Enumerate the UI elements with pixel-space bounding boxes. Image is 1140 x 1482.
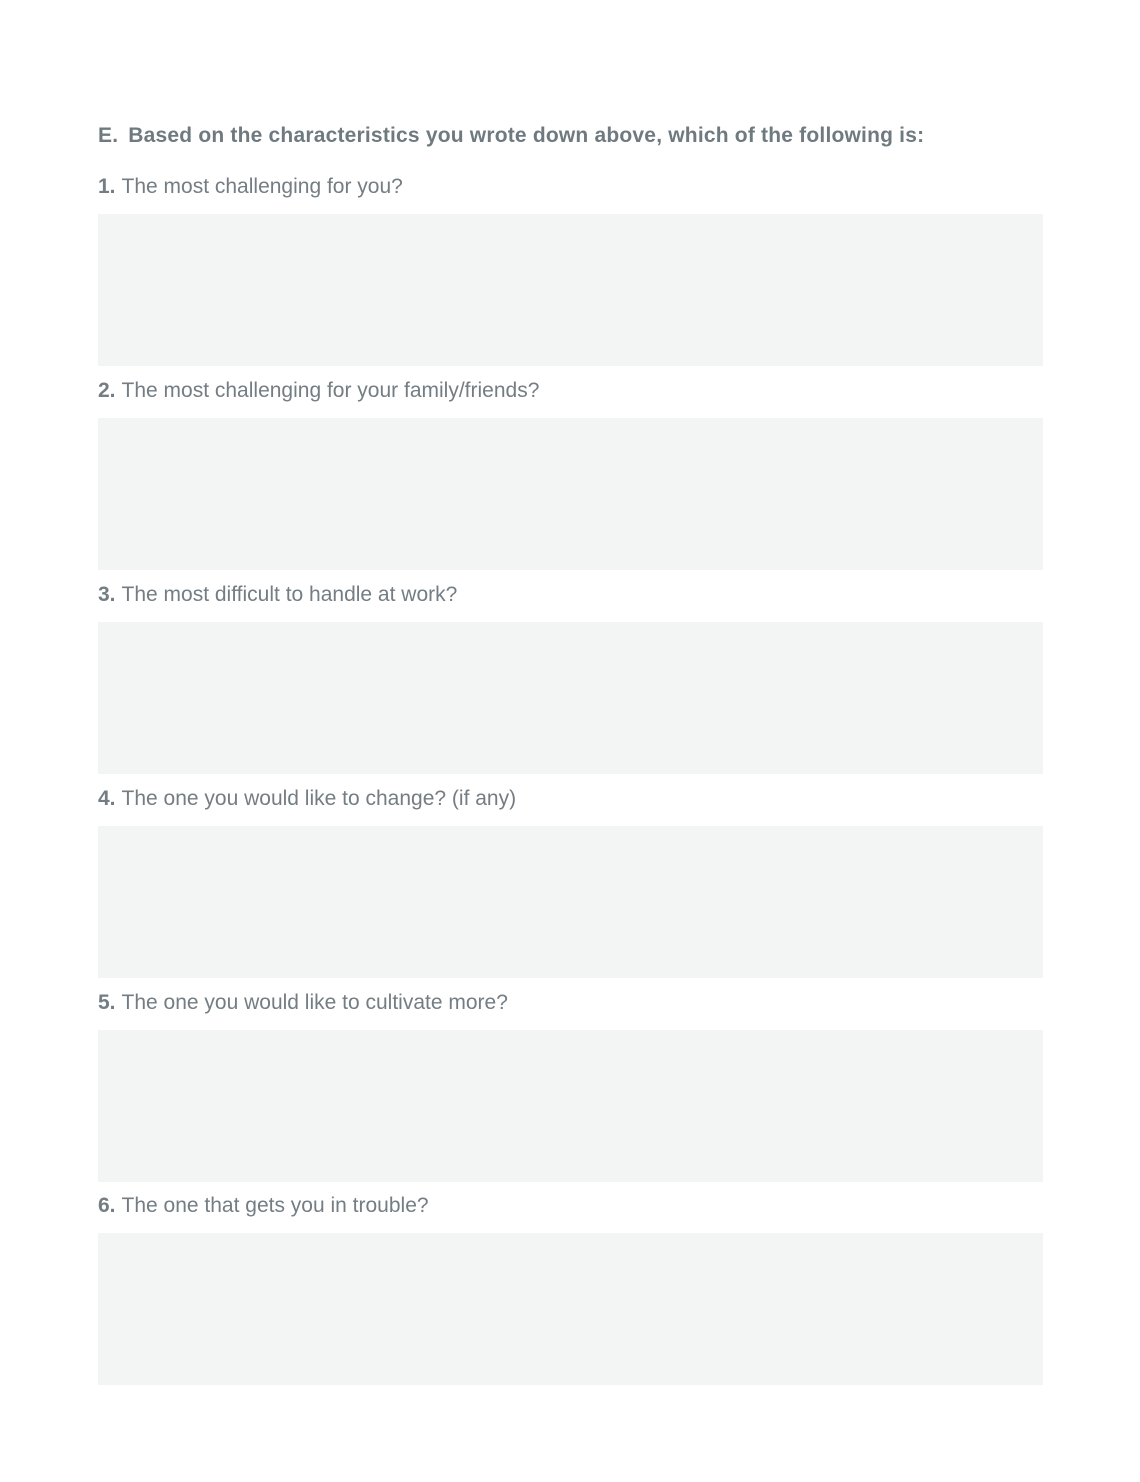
question-2 xyxy=(98,378,1043,570)
question-6 xyxy=(98,1193,1043,1385)
question-text: The most challenging for your family/friends? xyxy=(121,379,540,402)
question-4 xyxy=(98,786,1043,978)
question-3 xyxy=(98,582,1043,774)
answer-box-4[interactable] xyxy=(98,826,1043,978)
answer-box-5[interactable] xyxy=(98,1030,1043,1182)
question-number: 1. xyxy=(98,175,116,198)
question-text: The one you would like to cultivate more? xyxy=(121,991,508,1014)
answer-box-6[interactable] xyxy=(98,1233,1043,1385)
question-number: 4. xyxy=(98,787,116,810)
question-1 xyxy=(98,174,1043,366)
question-label xyxy=(98,582,1043,608)
answer-box-1[interactable] xyxy=(98,214,1043,366)
question-5 xyxy=(98,990,1043,1182)
question-text: The most challenging for you? xyxy=(121,175,403,198)
section-heading-text: Based on the characteristics you wrote down above, which of the following is: xyxy=(128,124,925,147)
question-label xyxy=(98,174,1043,200)
question-number: 3. xyxy=(98,583,116,606)
question-label xyxy=(98,378,1043,404)
question-label xyxy=(98,990,1043,1016)
answer-box-2[interactable] xyxy=(98,418,1043,570)
question-text: The one you would like to change? (if any) xyxy=(121,787,517,810)
question-text: The one that gets you in trouble? xyxy=(121,1194,429,1217)
question-text: The most difficult to handle at work? xyxy=(121,583,458,606)
question-label xyxy=(98,786,1043,812)
question-number: 6. xyxy=(98,1194,116,1217)
answer-box-3[interactable] xyxy=(98,622,1043,774)
section-heading xyxy=(98,124,1043,148)
question-number: 2. xyxy=(98,379,116,402)
question-number: 5. xyxy=(98,991,116,1014)
section-letter: E. xyxy=(98,124,119,147)
question-label xyxy=(98,1193,1043,1219)
